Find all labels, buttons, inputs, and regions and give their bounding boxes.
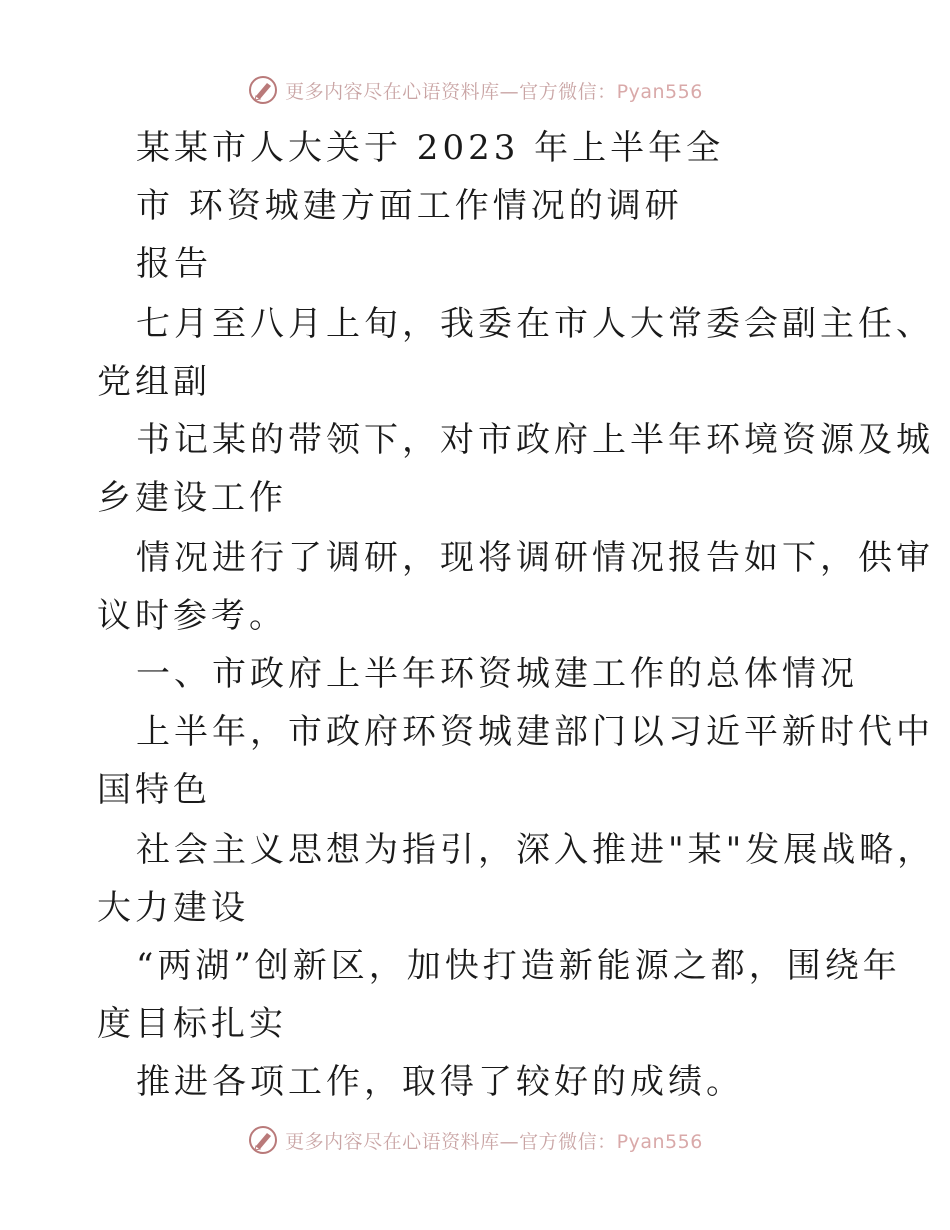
section-heading: 一、市政府上半年环资城建工作的总体情况 [136,654,858,694]
doc-title-line-1: 某某市人大关于 2023 年上半年全 [136,128,725,168]
doc-title-line-3: 报告 [136,244,212,284]
paragraph-line: 乡建设工作 [97,478,287,518]
footer-watermark [0,1120,950,1160]
paragraph-line: 推进各项工作，取得了较好的成绩。 [136,1062,744,1102]
watermark-wechat-id: Pyan556 [616,1130,703,1153]
paragraph-line: 情况进行了调研，现将调研情况报告如下，供审 [136,538,934,578]
paragraph-line: 议时参考。 [97,596,287,636]
paragraph-line: 书记某的带领下，对市政府上半年环境资源及城 [136,420,934,460]
pen-circle-logo-icon [247,1124,279,1156]
paragraph-line: 党组副 [97,362,211,402]
paragraph-line: 大力建设 [97,888,249,928]
paragraph-line: 上半年，市政府环资城建部门以习近平新时代中 [136,712,934,752]
paragraph-line: 度目标扎实 [97,1004,287,1044]
pen-circle-logo-icon [247,74,279,106]
watermark-text: 更多内容尽在心语资料库—官方微信： [285,1130,617,1153]
doc-title-line-2: 市 环资城建方面工作情况的调研 [136,186,683,226]
header-watermark [0,70,950,110]
watermark-wechat-id: Pyan556 [616,80,703,103]
watermark-text: 更多内容尽在心语资料库—官方微信： [285,80,617,103]
paragraph-line: 七月至八月上旬，我委在市人大常委会副主任、 [136,304,934,344]
paragraph-line: “两湖”创新区，加快打造新能源之都，围绕年 [136,946,901,986]
paragraph-line: 社会主义思想为指引，深入推进"某"发展战略， [136,830,936,870]
paragraph-line: 国特色 [97,770,211,810]
